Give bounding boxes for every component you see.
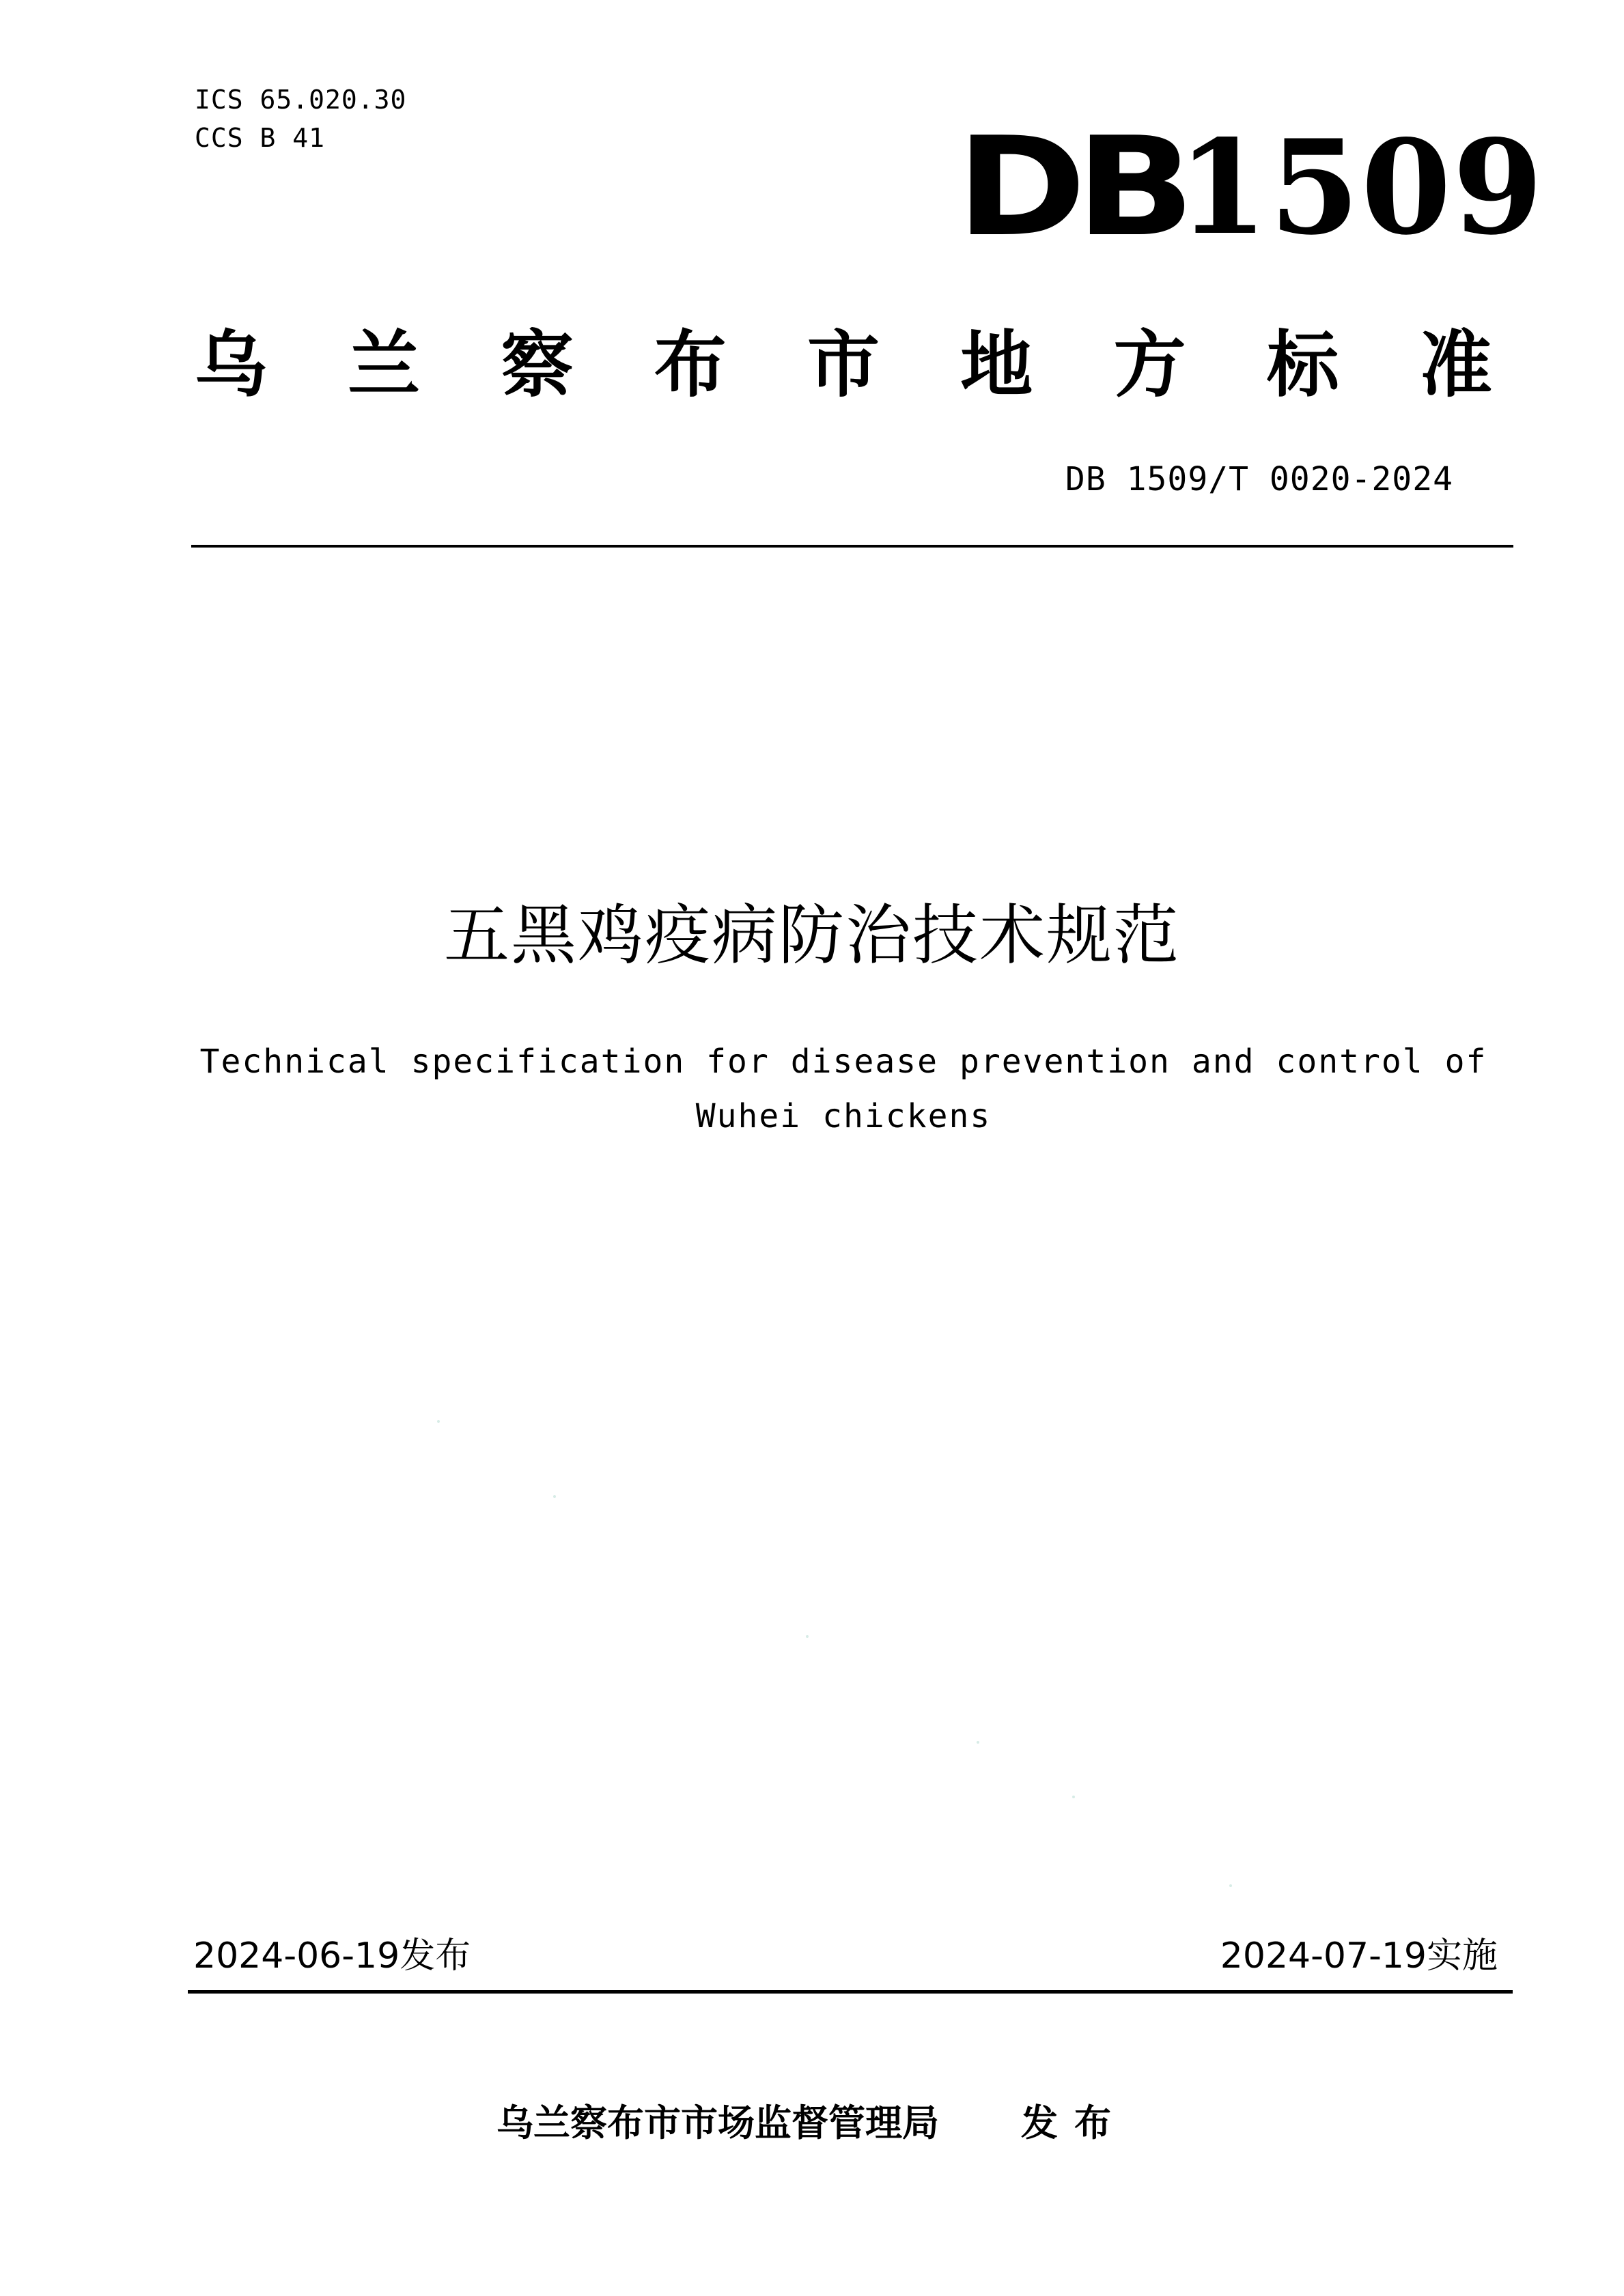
top-divider (191, 545, 1513, 548)
standard-type-char: 布 (654, 323, 727, 407)
scan-speck (977, 1741, 979, 1744)
db-number: 1509 (1177, 111, 1545, 264)
standard-code: DB 1509/T 0020-2024 (1065, 460, 1453, 498)
issuer-action: 发布 (1021, 2101, 1128, 2144)
scan-speck (1229, 1884, 1232, 1887)
standard-type-char: 兰 (348, 323, 421, 407)
ccs-code: CCS B 41 (195, 123, 326, 153)
db-logo (956, 108, 1545, 267)
issuer-name: 乌兰察布市市场监督管理局 (496, 2101, 939, 2144)
scan-speck (553, 1495, 556, 1498)
standard-type-char: 地 (960, 323, 1033, 407)
document-title-english: Technical specification for disease prevention and control of Wuhei chickens (199, 1043, 1487, 1135)
db-mark: DB (956, 108, 1185, 267)
standard-type-char: 方 (1113, 323, 1186, 407)
standard-type-heading (195, 321, 1492, 410)
standard-type-char: 准 (1420, 323, 1492, 407)
issuer-line (0, 2099, 1624, 2147)
standard-type-char: 市 (807, 323, 880, 407)
bottom-divider (188, 1990, 1513, 1994)
scan-speck (437, 1420, 440, 1423)
implement-date: 2024-07-19实施 (1220, 1936, 1498, 1976)
classification-codes (195, 81, 406, 157)
ics-code: ICS 65.020.30 (195, 85, 407, 115)
standard-type-char: 察 (501, 323, 574, 407)
date-line (193, 1932, 1498, 1980)
document-title-chinese: 五黑鸡疫病防治技术规范 (444, 897, 1180, 974)
standard-type-char: 标 (1266, 323, 1339, 407)
standard-type-char: 乌 (195, 323, 267, 407)
publish-date: 2024-06-19发布 (193, 1936, 471, 1976)
scan-speck (806, 1635, 809, 1638)
scan-speck (1072, 1796, 1075, 1798)
